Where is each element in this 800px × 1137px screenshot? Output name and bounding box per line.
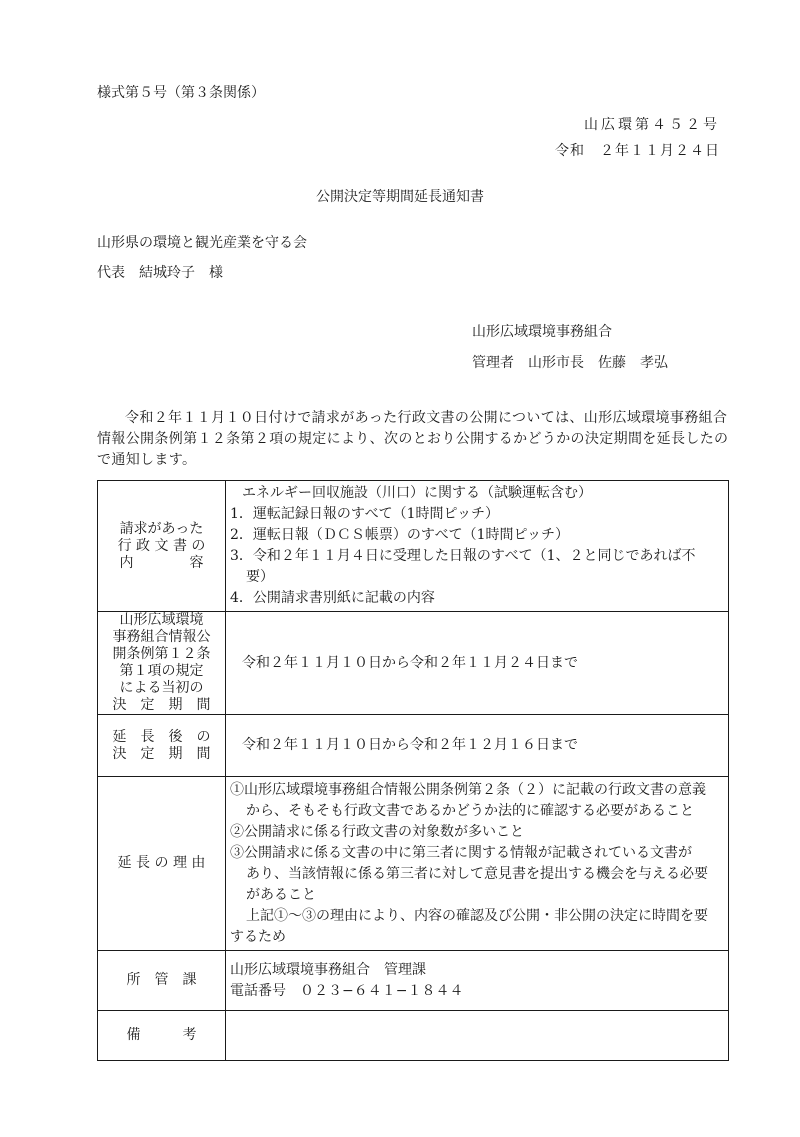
label-line: 請求があった [119,520,204,537]
value-reason [226,777,729,951]
label-line: 備 考 [126,1027,197,1043]
sender-organization: 山形広域環境事務組合 [472,324,612,340]
label-line: 延 長 の 理 由 [117,855,206,871]
details-table [97,480,729,1061]
department-phone: 電話番号 ０２３−６４１−１８４４ [230,982,464,999]
value-extended-period [226,715,729,777]
reason-summary-continued: するため [230,928,286,945]
form-label: 様式第５号（第３条関係） [97,85,265,101]
requested-docs-item: 4．公開請求書別紙に記載の内容 [230,590,435,606]
label-line: 行 政 文 書 の [117,537,206,554]
label-line: による当初の [119,680,204,696]
requested-docs-item: 2．運転日報（ＤＣＳ帳票）のすべて（1時間ピッチ） [230,527,569,543]
value-department [226,951,729,1011]
requested-docs-item: 1．運転記録日報のすべて（1時間ピッチ） [230,506,499,522]
row-remarks [98,1011,729,1061]
label-requested-documents [98,481,226,612]
requested-docs-subject: エネルギー回収施設（川口）に関する（試験運転含む） [242,485,592,501]
requested-docs-item: 3．令和２年１１月４日に受理した日報のすべて（1、２と同じであれば不 [230,548,696,564]
addressee-organization: 山形県の環境と観光産業を守る会 [97,235,307,251]
reason-item: ③公開請求に係る文書の中に第三者に関する情報が記載されている文書が [230,844,692,861]
row-reason [98,777,729,951]
label-remarks [98,1011,226,1061]
label-initial-period [98,612,226,715]
label-department [98,951,226,1011]
label-line: 延 長 後 の [112,728,211,745]
value-requested-documents [226,481,729,612]
label-line: 山形広域環境 [119,612,204,628]
label-line: 開条例第１２条 [112,646,211,662]
label-reason [98,777,226,951]
label-line: 第１項の規定 [119,663,204,679]
reason-summary: 上記①～③の理由により、内容の確認及び公開・非公開の決定に時間を要 [246,907,708,924]
value-initial-period [226,612,729,715]
row-extended-period [98,715,729,777]
reason-item: ①山形広域環境事務組合情報公開条例第２条（２）に記載の行政文書の意義 [230,781,706,798]
initial-period-value: 令和２年１１月１０日から令和２年１１月２４日まで [242,654,578,671]
body-paragraph: 令和２年１１月１０日付けで請求があった行政文書の公開については、山形広域環境事務組合情報公開条例第１２条第２項の規定により、次のとおり公開するかどうかの決定期間を延長したので通知します。 [97,410,729,468]
label-line: 決 定 期 間 [112,745,211,762]
requested-docs-item-continued: 要） [246,569,274,585]
reason-item-continued: から、そもそも行政文書であるかどうか法的に確認する必要があること [246,802,694,819]
label-extended-period [98,715,226,777]
addressee-representative: 代表 結城玲子 様 [97,265,223,281]
reason-item-continued: があること [246,886,316,903]
reason-item: ②公開請求に係る行政文書の対象数が多いこと [230,823,524,840]
document-title: 公開決定等期間延長通知書 [316,189,484,205]
department-name: 山形広域環境事務組合 管理課 [230,961,426,978]
extended-period-value: 令和２年１１月１０日から令和２年１２月１６日まで [242,737,578,753]
row-initial-period [98,612,729,715]
sender-manager: 管理者 山形市長 佐藤 孝弘 [472,355,668,371]
document-number: 山広環第４５２号 [584,117,720,133]
value-remarks [226,1011,729,1061]
row-requested-documents [98,481,729,612]
document-date: 令和 ２年１１月２４日 [555,143,720,159]
label-line: 事務組合情報公 [112,629,211,645]
label-line: 決 定 期 間 [112,697,211,713]
label-line: 内 容 [119,554,204,571]
label-line: 所 管 課 [126,972,197,988]
reason-item-continued: あり、当該情報に係る第三者に対して意見書を提出する機会を与える必要 [246,865,708,882]
row-department [98,951,729,1011]
